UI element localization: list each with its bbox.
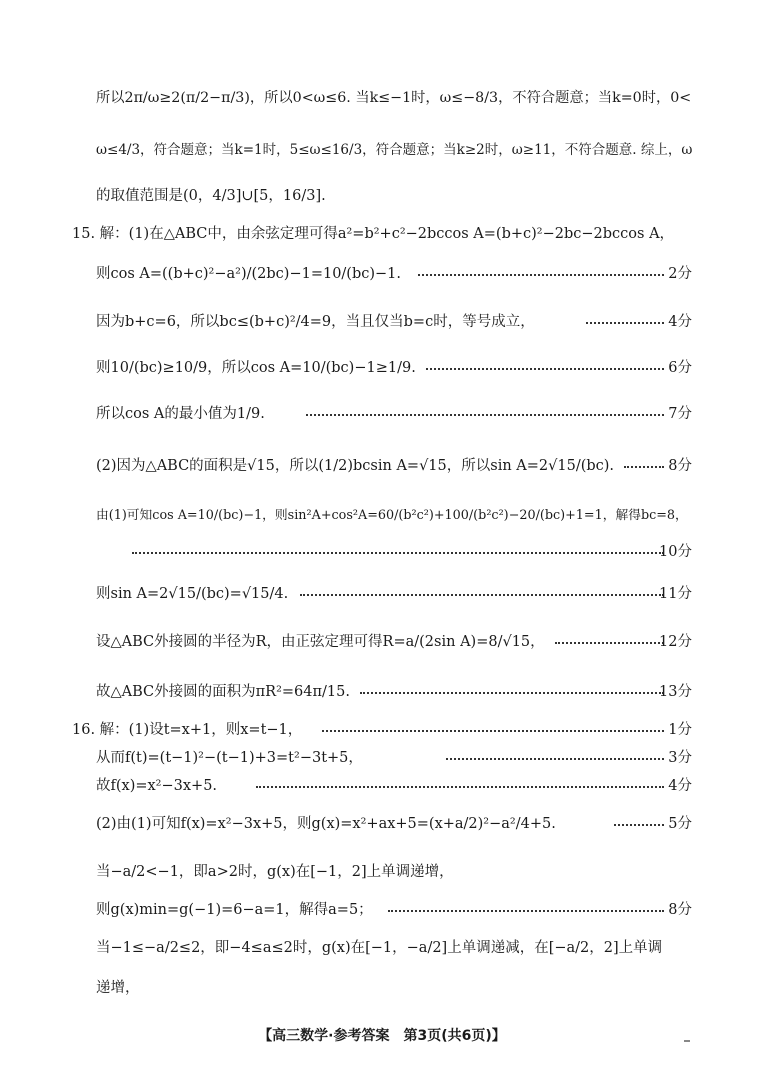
text-line xyxy=(0,86,764,110)
score-label: 12分 xyxy=(659,634,692,650)
text-line xyxy=(0,680,764,704)
line-text: (2)因为△ABC的面积是√15，所以(1/2)bcsin A=√15，所以sin A=2√15/(bc). xyxy=(96,458,615,474)
text-line xyxy=(0,976,764,1000)
corner-mark xyxy=(684,1040,690,1042)
score-label: 10分 xyxy=(659,544,692,560)
line-text: ω≤4/3，符合题意；当k=1时，5≤ω≤16/3，符合题意；当k≥2时，ω≥11，不符合题意. 综上，ω xyxy=(96,142,693,158)
score-label: 8分 xyxy=(668,458,692,474)
text-line xyxy=(0,898,764,922)
line-text: 递增， xyxy=(96,980,140,996)
score-label: 11分 xyxy=(659,586,692,602)
line-text: 设△ABC外接圆的半径为R，由正弦定理可得R=a/(2sin A)=8/√15， xyxy=(96,634,545,650)
text-line xyxy=(0,540,764,564)
dotted-leader xyxy=(624,466,664,468)
text-line xyxy=(0,774,764,798)
line-text: 所以2π/ω≥2(π/2−π/3)，所以0<ω≤6. 当k≤−1时，ω≤−8/3，不符合题意；当k=0时，0< xyxy=(96,90,692,106)
text-line xyxy=(0,746,764,770)
line-text: 当−1≤−a/2≤2，即−4≤a≤2时，g(x)在[−1，−a/2]上单调递减，在[−a/2，2]上单调 xyxy=(96,940,663,956)
dotted-leader xyxy=(360,692,664,694)
line-text: 当−a/2<−1，即a>2时，g(x)在[−1，2]上单调递增， xyxy=(96,864,454,880)
text-line xyxy=(0,310,764,334)
dotted-leader xyxy=(586,322,664,324)
text-line xyxy=(0,860,764,884)
line-text: 则cos A=((b+c)²−a²)/(2bc)−1=10/(bc)−1. xyxy=(96,266,402,282)
score-label: 6分 xyxy=(668,360,692,376)
line-text: 由(1)可知cos A=10/(bc)−1，则sin²A+cos²A=60/(b²c²)+100/(b²c²)−20/(bc)+1=1，解得bc=8， xyxy=(96,508,688,523)
line-text: 则10/(bc)≥10/9，所以cos A=10/(bc)−1≥1/9. xyxy=(96,360,416,376)
text-line xyxy=(0,262,764,286)
score-label: 5分 xyxy=(668,816,692,832)
line-text: 所以cos A的最小值为1/9. xyxy=(96,406,265,422)
text-line xyxy=(0,812,764,836)
text-line xyxy=(0,936,764,960)
line-text: 故f(x)=x²−3x+5. xyxy=(96,778,218,794)
line-text: 因为b+c=6，所以bc≤(b+c)²/4=9，当且仅当b=c时，等号成立， xyxy=(96,314,535,330)
line-text: 从而f(t)=(t−1)²−(t−1)+3=t²−3t+5， xyxy=(96,750,363,766)
score-label: 13分 xyxy=(659,684,692,700)
text-line xyxy=(0,402,764,426)
text-line xyxy=(0,454,764,478)
dotted-leader xyxy=(555,642,664,644)
score-label: 8分 xyxy=(668,902,692,918)
score-label: 7分 xyxy=(668,406,692,422)
text-line xyxy=(0,582,764,606)
text-line xyxy=(0,138,764,162)
text-line xyxy=(0,184,764,208)
line-text: 故△ABC外接圆的面积为πR²=64π/15. xyxy=(96,684,350,700)
dotted-leader xyxy=(426,368,664,370)
score-label: 1分 xyxy=(668,722,692,738)
score-label: 4分 xyxy=(668,778,692,794)
score-label: 4分 xyxy=(668,314,692,330)
dotted-leader xyxy=(132,552,664,554)
score-label: 2分 xyxy=(668,266,692,282)
text-line xyxy=(0,630,764,654)
dotted-leader xyxy=(388,910,664,912)
line-text: 则sin A=2√15/(bc)=√15/4. xyxy=(96,586,289,602)
page-footer: 【高三数学·参考答案 第3页(共6页)】 xyxy=(258,1028,506,1044)
dotted-leader xyxy=(446,758,664,760)
line-text: 则g(x)min=g(−1)=6−a=1，解得a=5； xyxy=(96,902,373,918)
dotted-leader xyxy=(306,414,664,416)
text-line xyxy=(0,356,764,380)
line-text: 15. 解：(1)在△ABC中，由余弦定理可得a²=b²+c²−2bccos A=(b+c)²−2bc−2bccos A， xyxy=(72,226,675,242)
text-line xyxy=(0,222,764,246)
line-text: (2)由(1)可知f(x)=x²−3x+5，则g(x)=x²+ax+5=(x+a/2)²−a²/4+5. xyxy=(96,816,556,832)
text-line xyxy=(0,504,764,528)
line-text: 的取值范围是(0，4/3]∪[5，16/3]. xyxy=(96,188,326,204)
line-text: 16. 解：(1)设t=x+1，则x=t−1， xyxy=(72,722,303,738)
dotted-leader xyxy=(300,594,664,596)
text-line xyxy=(0,718,764,742)
dotted-leader xyxy=(418,274,664,276)
score-label: 3分 xyxy=(668,750,692,766)
dotted-leader xyxy=(256,786,664,788)
dotted-leader xyxy=(614,824,664,826)
dotted-leader xyxy=(322,730,664,732)
